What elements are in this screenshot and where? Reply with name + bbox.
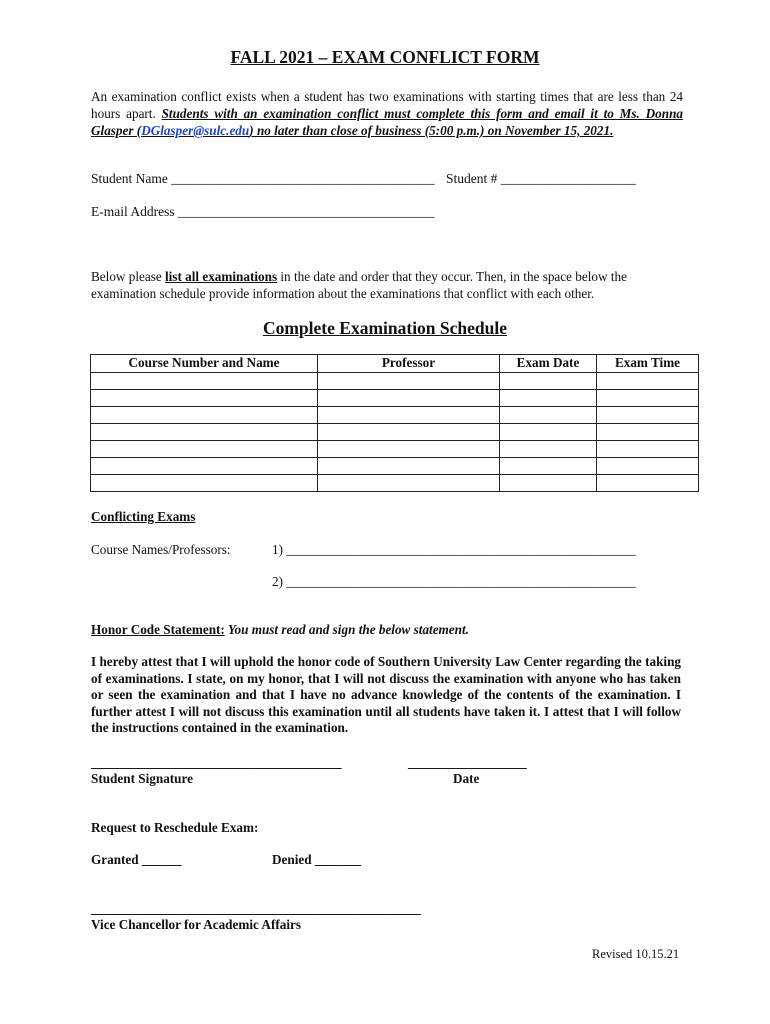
table-cell[interactable] — [597, 424, 699, 441]
honor-instruction: You must read and sign the below statement. — [224, 622, 469, 637]
header-exam-time: Exam Time — [597, 355, 699, 373]
date-label: Date — [453, 771, 480, 786]
table-cell[interactable] — [500, 424, 597, 441]
table-row — [91, 475, 699, 492]
table-cell[interactable] — [91, 390, 318, 407]
table-cell[interactable] — [318, 373, 500, 390]
denied-field[interactable]: Denied _______ — [272, 852, 362, 867]
honor-heading-label: Honor Code Statement: — [91, 622, 225, 637]
table-cell[interactable] — [500, 458, 597, 475]
student-number-field[interactable]: Student # ____________________ — [446, 171, 636, 186]
intro-paragraph — [91, 88, 683, 139]
contact-email-link[interactable]: DGlasper@sulc.edu — [141, 123, 250, 138]
table-cell[interactable] — [597, 475, 699, 492]
signature-line[interactable]: ______________________________________ — [91, 755, 342, 770]
conflict-line-2[interactable]: 2) _____________________________________________________ — [272, 574, 636, 589]
table-header-row — [91, 355, 699, 373]
table-cell[interactable] — [500, 441, 597, 458]
table-cell[interactable] — [318, 458, 500, 475]
table-cell[interactable] — [91, 458, 318, 475]
intro-emphasis-after: ) no later than close of business (5:00 p.m.) on November 15, 2021. — [249, 123, 614, 138]
date-line[interactable]: __________________ — [408, 755, 527, 770]
table-cell[interactable] — [318, 390, 500, 407]
table-cell[interactable] — [500, 390, 597, 407]
table-cell[interactable] — [597, 458, 699, 475]
honor-statement: I hereby attest that I will uphold the honor code of Southern University Law Center regarding the taking of examinations. I state, on my honor, that I will not discuss the examination with anyone who has taken or seen the examination and that I have no advance knowledge of the contents of the examination. I further attest I will not discuss this examination until all students have taken it. I attest that I will follow the instructions contained in the examination. — [91, 654, 681, 736]
table-cell[interactable] — [500, 373, 597, 390]
intro-emphasis — [91, 106, 683, 138]
table-cell[interactable] — [597, 373, 699, 390]
vice-chancellor-label: Vice Chancellor for Academic Affairs — [91, 917, 301, 932]
revision-date: Revised 10.15.21 — [592, 947, 680, 961]
table-cell[interactable] — [597, 390, 699, 407]
table-cell[interactable] — [318, 424, 500, 441]
table-cell[interactable] — [91, 475, 318, 492]
table-cell[interactable] — [500, 407, 597, 424]
table-cell[interactable] — [318, 407, 500, 424]
vice-chancellor-signature-line[interactable]: __________________________________________________ — [91, 901, 421, 916]
exam-schedule-table — [90, 354, 699, 492]
header-course: Course Number and Name — [91, 355, 318, 373]
table-row — [91, 458, 699, 475]
instructions-bold: list all examinations — [164, 269, 278, 284]
table-row — [91, 407, 699, 424]
table-cell[interactable] — [597, 407, 699, 424]
table-row — [91, 424, 699, 441]
table-cell[interactable] — [91, 424, 318, 441]
table-row — [91, 390, 699, 407]
header-professor: Professor — [318, 355, 500, 373]
email-address-field[interactable]: E-mail Address ______________________________________ — [91, 204, 435, 219]
table-cell[interactable] — [597, 441, 699, 458]
table-cell[interactable] — [91, 441, 318, 458]
instructions-after: in the date and order that they occur. Then, in the space below the examination schedule provide information about the examinations that conflict with each other. — [91, 269, 627, 301]
schedule-title: Complete Examination Schedule — [262, 318, 508, 338]
header-exam-date: Exam Date — [500, 355, 597, 373]
table-cell[interactable] — [318, 441, 500, 458]
instructions-before: Below please — [91, 269, 165, 284]
table-cell[interactable] — [500, 475, 597, 492]
intro-emphasis-before: Students with an examination conflict must complete this form and email it to Ms. Donna Glasper ( — [91, 106, 683, 138]
conflict-line-1[interactable]: 1) _____________________________________________________ — [272, 542, 636, 557]
course-names-label: Course Names/Professors: — [91, 542, 231, 557]
instructions-paragraph — [91, 268, 683, 302]
granted-field[interactable]: Granted ______ — [91, 852, 182, 867]
table-row — [91, 373, 699, 390]
intro-text: An examination conflict exists when a student has two examinations with starting times that are less than 24 hours apart. — [91, 89, 683, 121]
honor-code-heading — [91, 622, 469, 638]
table-cell[interactable] — [318, 475, 500, 492]
table-cell[interactable] — [91, 407, 318, 424]
signature-label: Student Signature — [91, 771, 193, 786]
student-name-field[interactable]: Student Name _______________________________________ — [91, 171, 435, 186]
table-cell[interactable] — [91, 373, 318, 390]
form-title: FALL 2021 – EXAM CONFLICT FORM — [230, 47, 540, 67]
reschedule-heading: Request to Reschedule Exam: — [91, 820, 259, 835]
conflicting-exams-heading: Conflicting Exams — [91, 509, 196, 524]
table-row — [91, 441, 699, 458]
